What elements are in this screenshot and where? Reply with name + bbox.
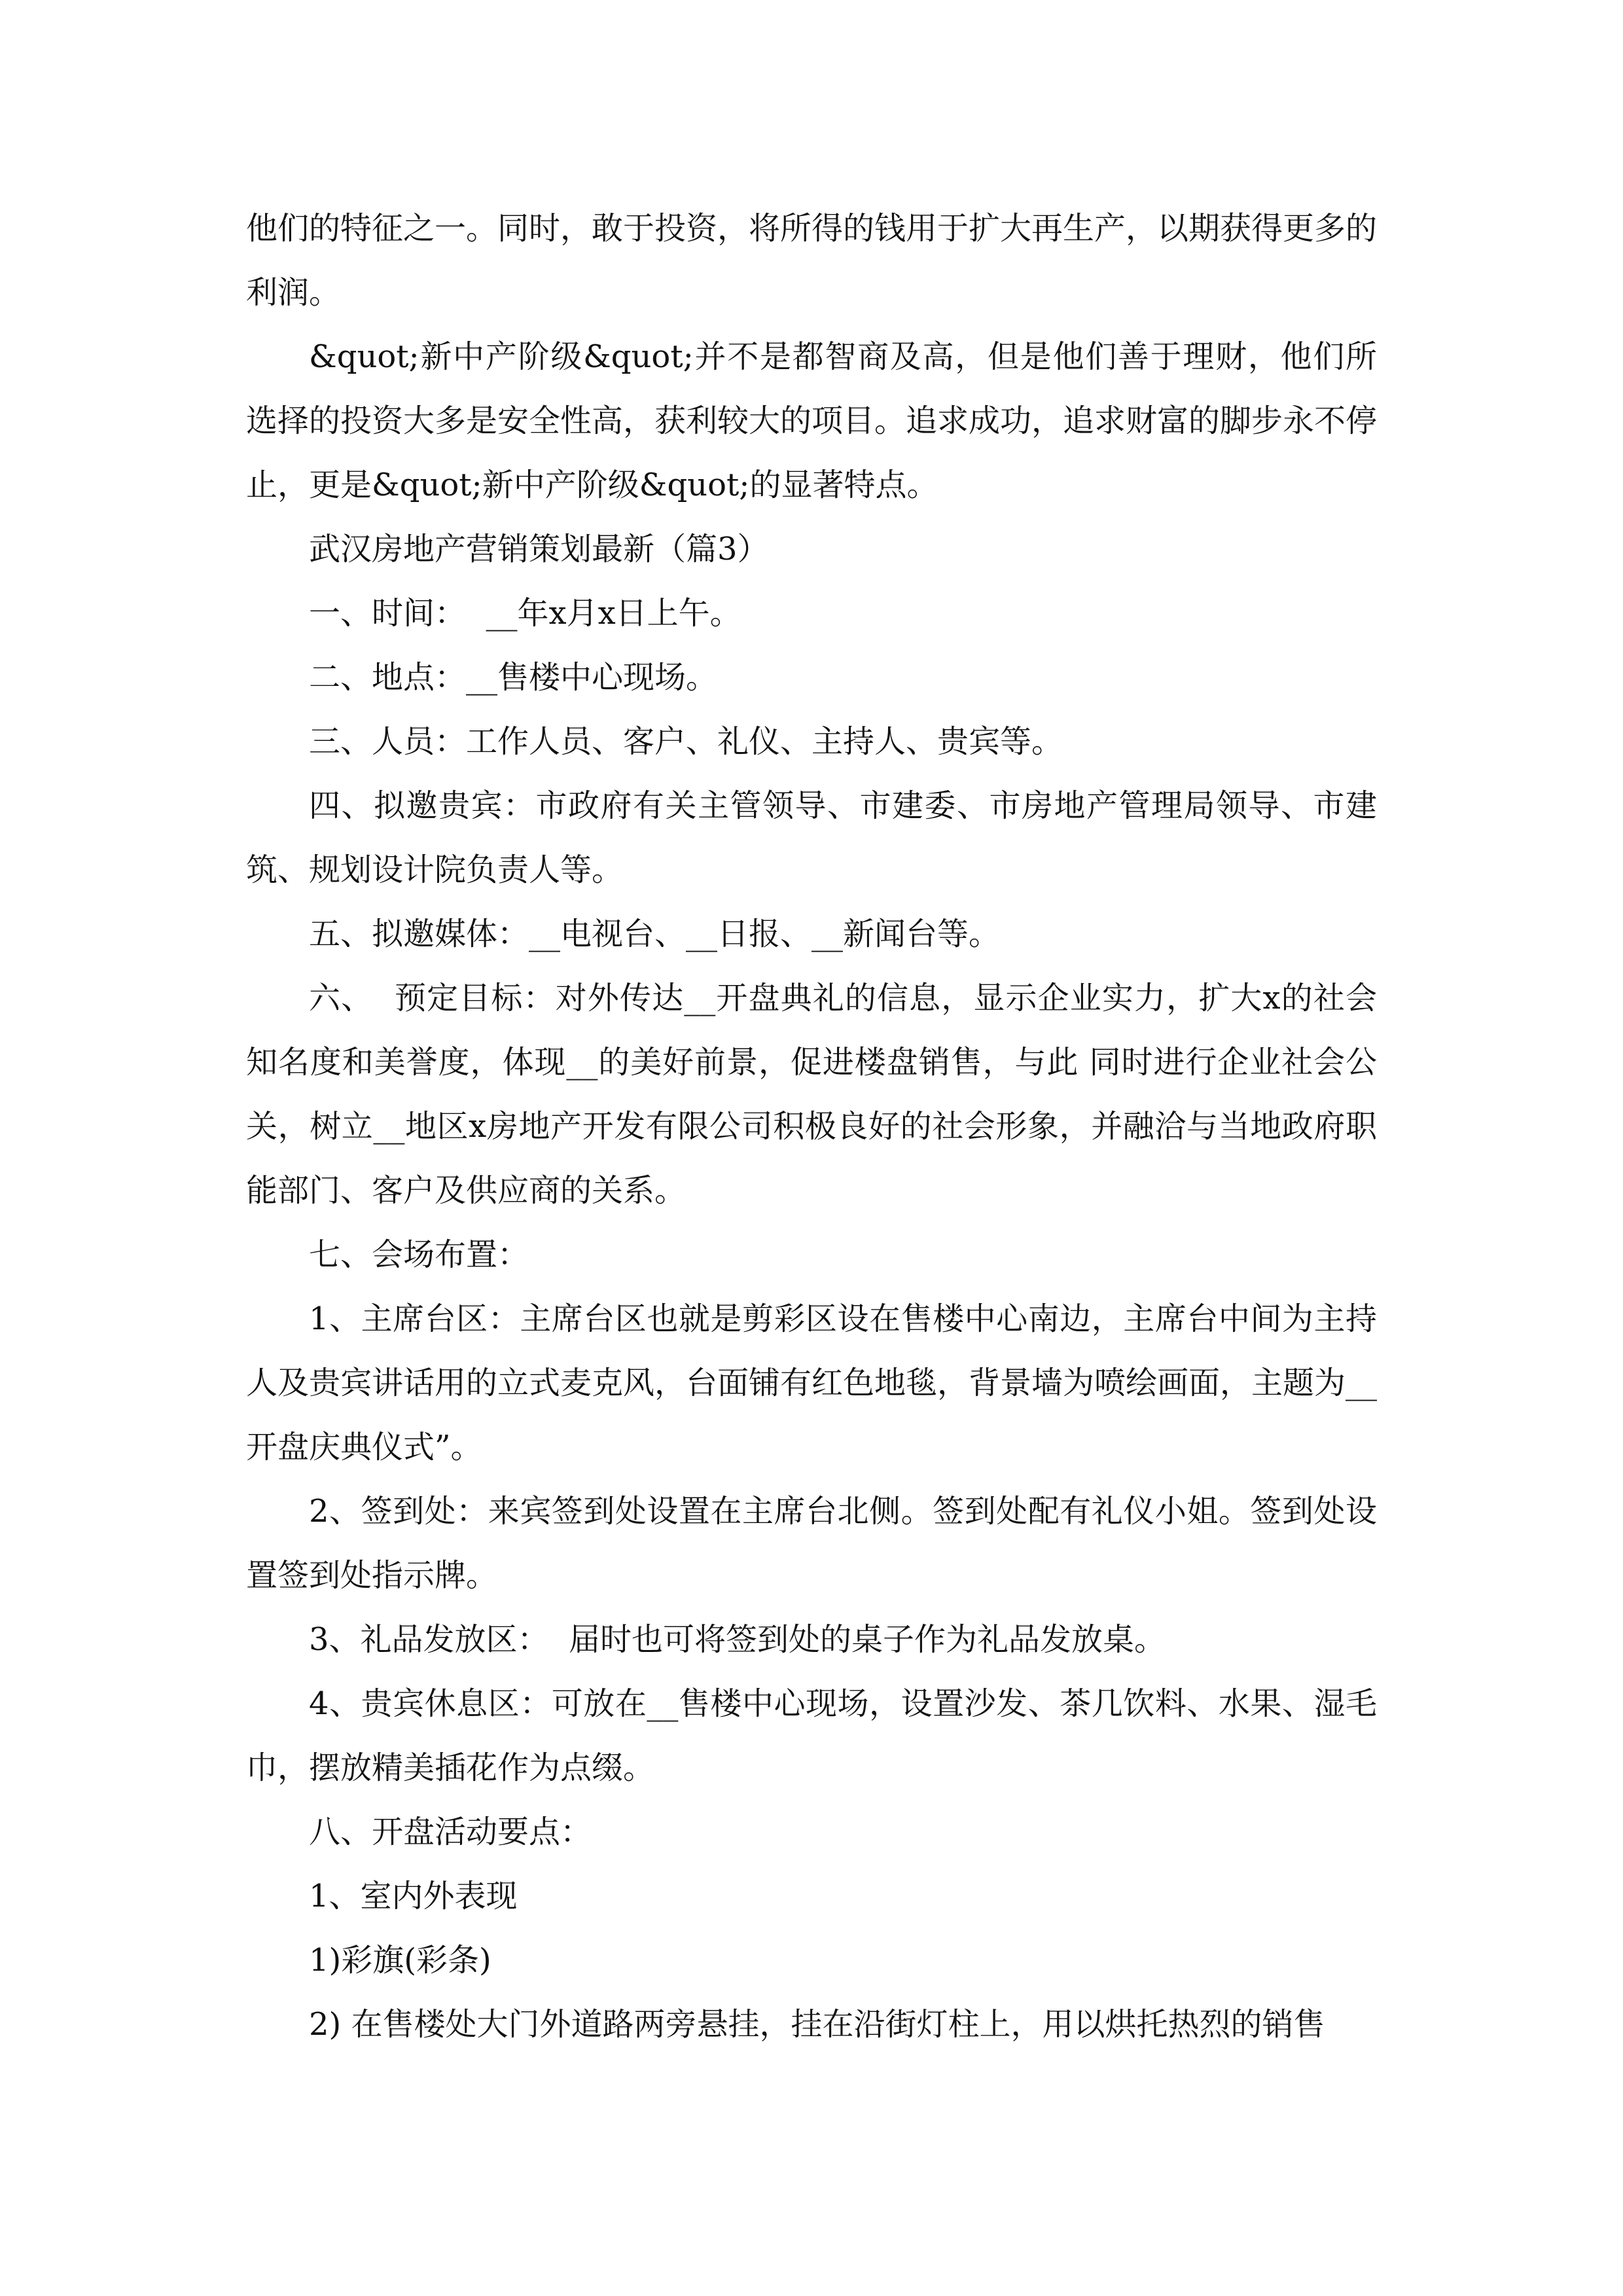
document-body [246, 196, 1377, 2056]
paragraph-personnel: 三、人员：工作人员、客户、礼仪、主持人、贵宾等。 [309, 723, 1063, 760]
paragraph-location: 二、地点：__售楼中心现场。 [309, 659, 718, 696]
paragraph-time: 一、时间： __年x月x日上午。 [309, 595, 741, 632]
paragraph-gift-area: 3、礼品发放区： 届时也可将签到处的桌子作为礼品发放桌。 [309, 1621, 1166, 1658]
paragraph-media: 五、拟邀媒体：__电视台、__日报、__新闻台等。 [309, 916, 1001, 952]
paragraph-flags: 1)彩旗(彩条) [309, 1942, 491, 1979]
paragraph-hanging: 2) 在售楼处大门外道路两旁悬挂，挂在沿街灯柱上，用以烘托热烈的销售 [309, 2006, 1325, 2043]
paragraph-1: 他们的特征之一。同时，敢于投资，将所得的钱用于扩大再生产，以期获得更多的利润。 [246, 210, 1378, 311]
paragraph-2: &quot;新中产阶级&quot;并不是都智商及高，但是他们善于理财，他们所选择的投资大多是安全性高，获利较大的项目。追求成功，追求财富的脚步永不停止，更是&quot;新中产阶级&quot;的显著特点。 [246, 338, 1378, 503]
section-title: 武汉房地产营销策划最新（篇3） [309, 531, 769, 567]
paragraph-venue-heading: 七、会场布置： [309, 1236, 529, 1273]
paragraph-lounge: 4、贵宾休息区：可放在__售楼中心现场，设置沙发、茶几饮料、水果、湿毛巾，摆放精美插花作为点缀。 [246, 1685, 1377, 1786]
paragraph-signin: 2、签到处：来宾签到处设置在主席台北侧。签到处配有礼仪小姐。签到处设置签到处指示牌。 [246, 1493, 1377, 1594]
paragraph-stage-area: 1、主席台区：主席台区也就是剪彩区设在售楼中心南边，主席台中间为主持人及贵宾讲话用的立式麦克风，台面铺有红色地毯，背景墙为喷绘画面，主题为__开盘庆典仪式”。 [246, 1300, 1378, 1465]
paragraph-indoor-outdoor: 1、室内外表现 [309, 1878, 518, 1914]
paragraph-activity-heading: 八、开盘活动要点： [309, 1814, 592, 1850]
paragraph-guests: 四、拟邀贵宾：市政府有关主管领导、市建委、市房地产管理局领导、市建筑、规划设计院负责人等。 [246, 787, 1377, 888]
paragraph-goals: 六、 预定目标：对外传达__开盘典礼的信息，显示企业实力，扩大x的社会知名度和美誉度，体现__的美好前景，促进楼盘销售，与此 同时进行企业社会公关，树立__地区x房地产开发有限公司积极良好的社会形象，并融洽与当地政府职能部门、客户及供应商的关系。 [246, 980, 1377, 1209]
